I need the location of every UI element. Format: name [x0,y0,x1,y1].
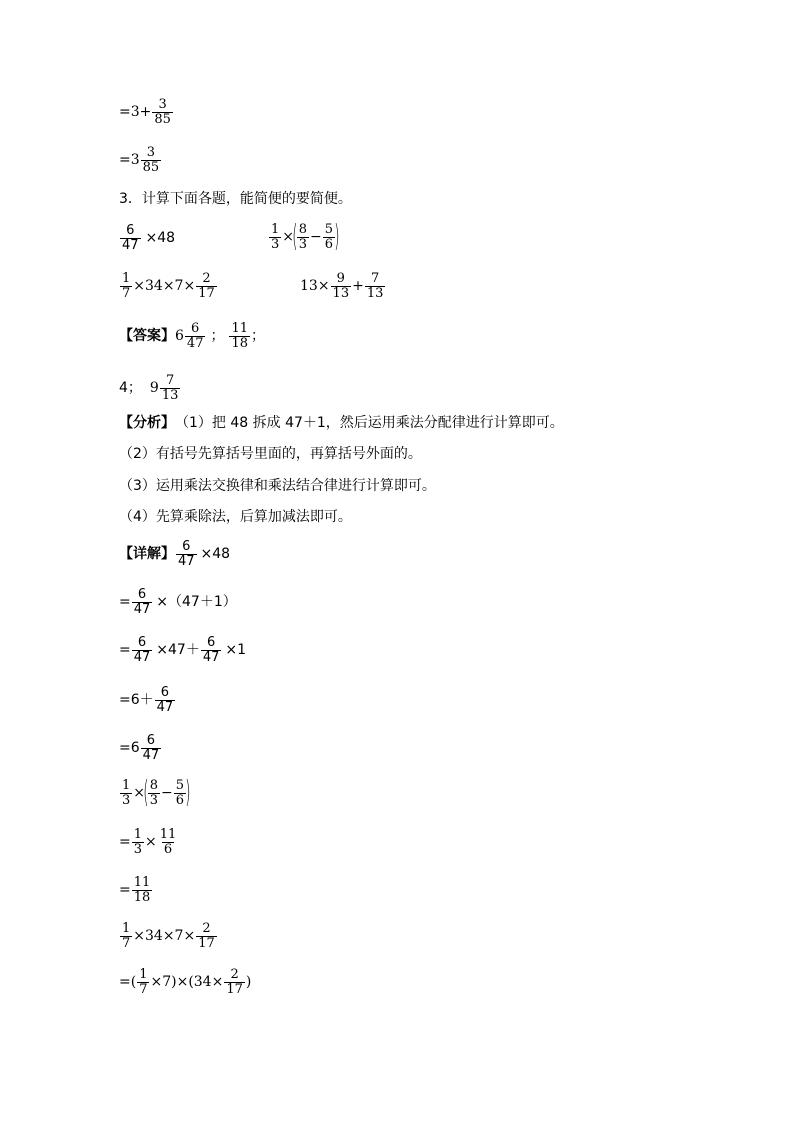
fraction [120,922,132,950]
detail-line [119,540,230,568]
operator-text: ×7)×(34× [150,974,224,991]
numerator: 8 [149,777,159,793]
analysis-label: 【分析】 [119,415,175,431]
answer-label: 【答案】 [119,328,175,345]
detail-step-3 [119,686,176,714]
denominator: 47 [186,335,204,351]
numerator: 1 [133,827,143,842]
fraction [160,374,181,402]
denominator: 3 [149,792,159,808]
fraction [269,223,281,251]
denominator: 47 [178,553,195,569]
separator: ； [210,328,225,345]
fraction [158,828,179,856]
detail-step-8 [119,922,218,950]
denominator: 13 [366,285,384,301]
operator-text: =6 [119,740,140,757]
numerator: 3 [158,97,167,112]
answer-text: 4； [119,380,142,397]
fraction [323,223,335,251]
fraction [176,540,197,568]
whole-number: 9 [149,380,159,397]
denominator: 47 [202,649,220,665]
fraction [120,272,132,300]
operator: − [310,229,322,245]
operator-text: ×34×7× [133,928,196,945]
detail-step-5 [119,775,191,810]
denominator: 17 [198,285,215,301]
fraction [224,968,245,996]
numerator: 6 [137,635,147,650]
fraction [141,734,162,762]
operator-text: ×47＋ [156,642,200,659]
numerator: 6 [146,733,156,748]
equals: = [119,834,131,851]
detail-step-2 [119,636,246,664]
left-paren: ( [143,775,149,810]
fraction [201,636,222,664]
analysis-text: （2）有括号先算括号里面的，再算括号外面的。 [119,446,422,462]
denominator: 3 [122,792,131,808]
operator: × [145,834,157,851]
operator-text: 13× [300,278,330,295]
denominator: 47 [122,237,139,253]
fraction [132,636,153,664]
analysis-text: （4）先算乘除法，后算加减法即可。 [119,509,352,525]
analysis-text: （3）运用乘法交换律和乘法结合律进行计算即可。 [119,478,436,494]
analysis-2 [119,447,422,461]
denominator: 47 [142,747,160,763]
denominator: 3 [298,236,308,252]
detail-label: 【详解】 [119,546,175,563]
numerator: 5 [324,221,334,237]
analysis-3 [119,479,436,493]
question-3-title [119,192,352,206]
numerator: 1 [271,221,280,237]
detail-step-9 [119,968,251,996]
numerator: 7 [370,271,380,286]
numerator: 6 [126,223,135,238]
denominator: 13 [161,387,179,403]
numerator: 6 [206,635,216,650]
numerator: 5 [175,777,185,793]
analysis-text: （1）把 48 拆成 47＋1，然后运用乘法分配律进行计算即可。 [175,415,564,431]
operator-text: =6＋ [119,692,154,709]
separator: ； [251,328,266,345]
denominator: 85 [154,111,171,127]
fraction [137,968,149,996]
fraction [120,779,132,807]
fraction [365,272,386,300]
fraction [132,876,153,904]
expr-prefix: =3+ [119,104,152,121]
numerator: 2 [202,921,211,936]
denominator: 13 [332,285,350,301]
operator-text: ×1 [225,642,247,659]
denominator: 6 [175,792,185,808]
operator-text: ×（47＋1） [156,594,237,611]
answer-line [119,322,265,350]
operator: × [282,229,295,245]
fraction [155,686,176,714]
fraction [331,272,352,300]
denominator: 6 [163,841,173,857]
denominator: 17 [198,935,215,951]
fraction [174,779,186,807]
detail-step-6 [119,828,179,856]
expr-prefix: =3 [119,152,140,169]
denominator: 7 [122,935,131,951]
numerator: 6 [191,321,200,336]
numerator: 1 [122,777,131,793]
numerator: 1 [122,921,131,936]
fraction [132,828,144,856]
denominator: 17 [226,981,243,997]
whole-number: 6 [175,328,184,345]
denominator: 7 [122,285,131,301]
fraction [185,322,206,350]
operator-text: ×34×7× [133,278,196,295]
right-paren: ) [334,219,340,254]
fraction [229,322,250,350]
numerator: 6 [182,539,191,554]
fraction [132,588,153,616]
analysis-1 [119,416,564,430]
detail-step-4 [119,734,162,762]
numerator: 8 [298,221,308,237]
numerator: 11 [133,875,151,890]
fraction [148,779,160,807]
left-paren: ( [292,219,298,254]
fraction [152,98,173,126]
operator-text: ) [245,974,252,991]
fraction [120,224,141,252]
operator-text: ×48 [200,546,231,563]
question-text: 3．计算下面各题，能简便的要简便。 [119,191,352,207]
denominator: 47 [133,649,151,665]
fraction [297,223,309,251]
denominator: 6 [324,236,334,252]
denominator: 3 [271,236,280,252]
fraction [196,922,217,950]
operator: − [161,785,173,801]
problem-3 [119,272,218,300]
numerator: 2 [202,271,211,286]
numerator: 9 [336,271,345,286]
detail-step-7 [119,876,153,904]
denominator: 47 [133,601,151,617]
denominator: 3 [133,841,143,857]
numerator: 1 [139,967,148,982]
analysis-4 [119,510,352,524]
numerator: 11 [159,827,177,842]
numerator: 7 [165,373,175,388]
operator-text: =( [119,974,137,991]
problem-1 [119,224,175,252]
operator-text: ×48 [145,230,176,247]
denominator: 85 [142,159,160,175]
step-line-1 [119,98,174,126]
equals: = [119,882,131,899]
denominator: 18 [133,889,151,905]
numerator: 6 [160,685,170,700]
answer-line-2 [119,374,181,402]
fraction [196,272,217,300]
fraction [141,146,162,174]
numerator: 3 [146,145,156,160]
denominator: 47 [156,699,174,715]
problem-4 [300,272,386,300]
operator: + [352,278,364,295]
detail-step-1 [119,588,237,616]
step-line-2 [119,146,162,174]
numerator: 11 [231,321,249,336]
numerator: 6 [137,587,147,602]
equals: = [119,642,131,659]
operator: × [133,785,146,801]
denominator: 7 [139,981,148,997]
equals: = [119,594,131,611]
problem-2 [268,219,340,254]
right-paren: ) [185,775,191,810]
numerator: 1 [122,271,131,286]
denominator: 18 [231,335,249,351]
numerator: 2 [230,967,239,982]
